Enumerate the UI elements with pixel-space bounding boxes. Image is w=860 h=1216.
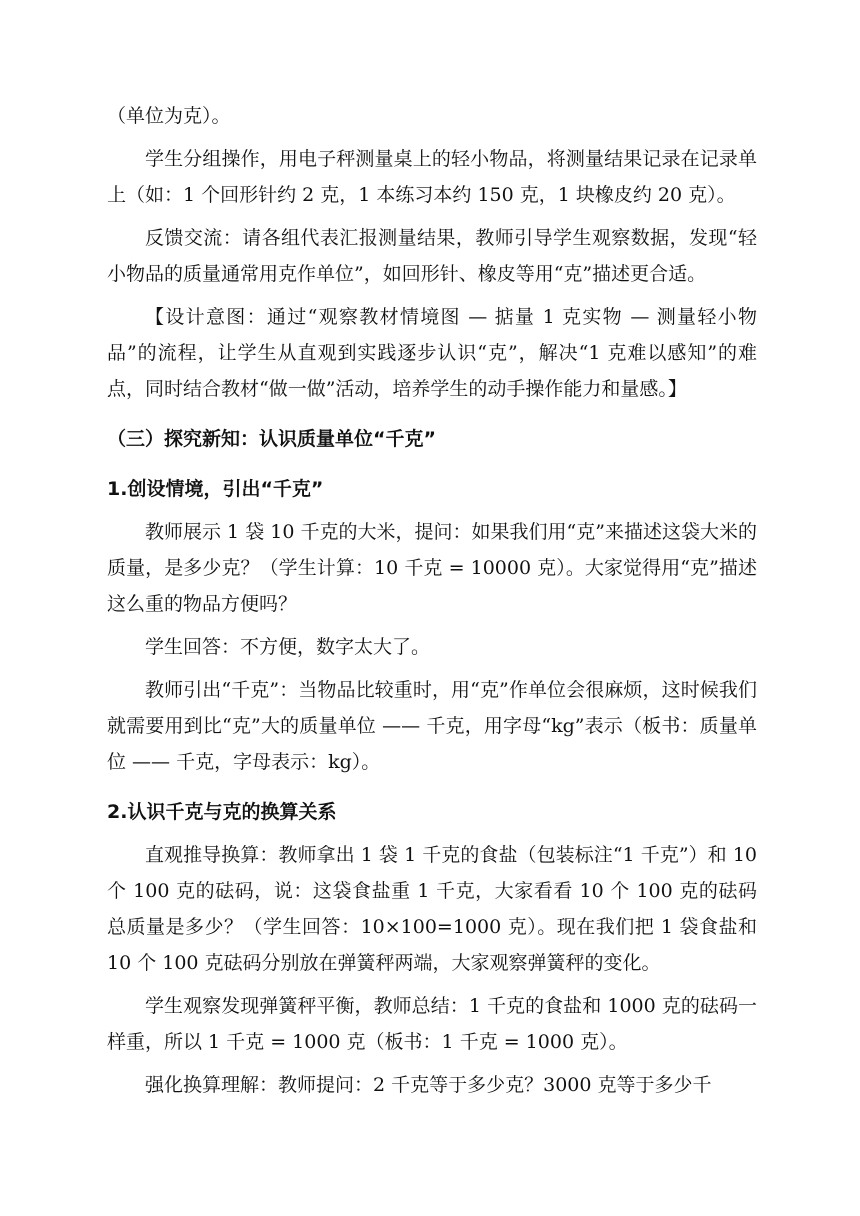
paragraph-rice-bag: 教师展示 1 袋 10 千克的大米，提问：如果我们用“克”来描述这袋大米的质量，是多少克？（学生计算：10 千克 = 10000 克）。大家觉得用“克”描述这么重的物品方便吗？ [107,521,757,615]
paragraph-student-answer: 学生回答：不方便，数字太大了。 [145,636,431,658]
subsection-heading-1: 1.创设情境，引出“千克” [107,478,324,500]
paragraph-feedback: 反馈交流：请各组代表汇报测量结果，教师引导学生观察数据，发现“轻小物品的质量通常用克作单位”，如回形针、橡皮等用“克”描述更合适。 [107,227,757,285]
paragraph-balance-summary: 学生观察发现弹簧秤平衡，教师总结：1 千克的食盐和 1000 克的砝码一样重，所以 1 千克 = 1000 克（板书：1 千克 = 1000 克）。 [107,995,757,1053]
document-body [107,98,757,1103]
paragraph-unit-note: （单位为克）。 [107,105,231,127]
subsection-heading-2: 2.认识千克与克的换算关系 [107,801,337,823]
paragraph-group-measure: 学生分组操作，用电子秤测量桌上的轻小物品，将测量结果记录在记录单上（如：1 个回形针约 2 克，1 本练习本约 150 克，1 块橡皮约 20 克）。 [107,148,757,206]
paragraph-introduce-kilogram: 教师引出“千克”：当物品比较重时，用“克”作单位会很麻烦，这时候我们就需要用到比“克”大的质量单位 —— 千克，用字母“kg”表示（板书：质量单位 —— 千克，字母表示：kg）。 [107,679,757,773]
section-heading-kilogram: （三）探究新知：认识质量单位“千克” [107,428,436,450]
paragraph-design-intent: 【设计意图：通过“观察教材情境图 — 掂量 1 克实物 — 测量轻小物品”的流程，让学生从直观到实践逐步认识“克”，解决“1 克难以感知”的难点，同时结合教材“做一做”活动，培养学生的动手操作能力和量感。】 [107,306,757,400]
paragraph-salt-weights: 直观推导换算：教师拿出 1 袋 1 千克的食盐（包装标注“1 千克”）和 10 个 100 克的砝码，说：这袋食盐重 1 千克，大家看看 10 个 100 克的砝码总质量是多少？（学生回答：10×100=1000 克）。现在我们把 1 袋食盐和 10 个 100 克砝码分别放在弹簧秤两端，大家观察弹簧秤的变化。 [107,844,757,974]
paragraph-conversion-question: 强化换算理解：教师提问：2 千克等于多少克？3000 克等于多少千 [145,1074,712,1096]
